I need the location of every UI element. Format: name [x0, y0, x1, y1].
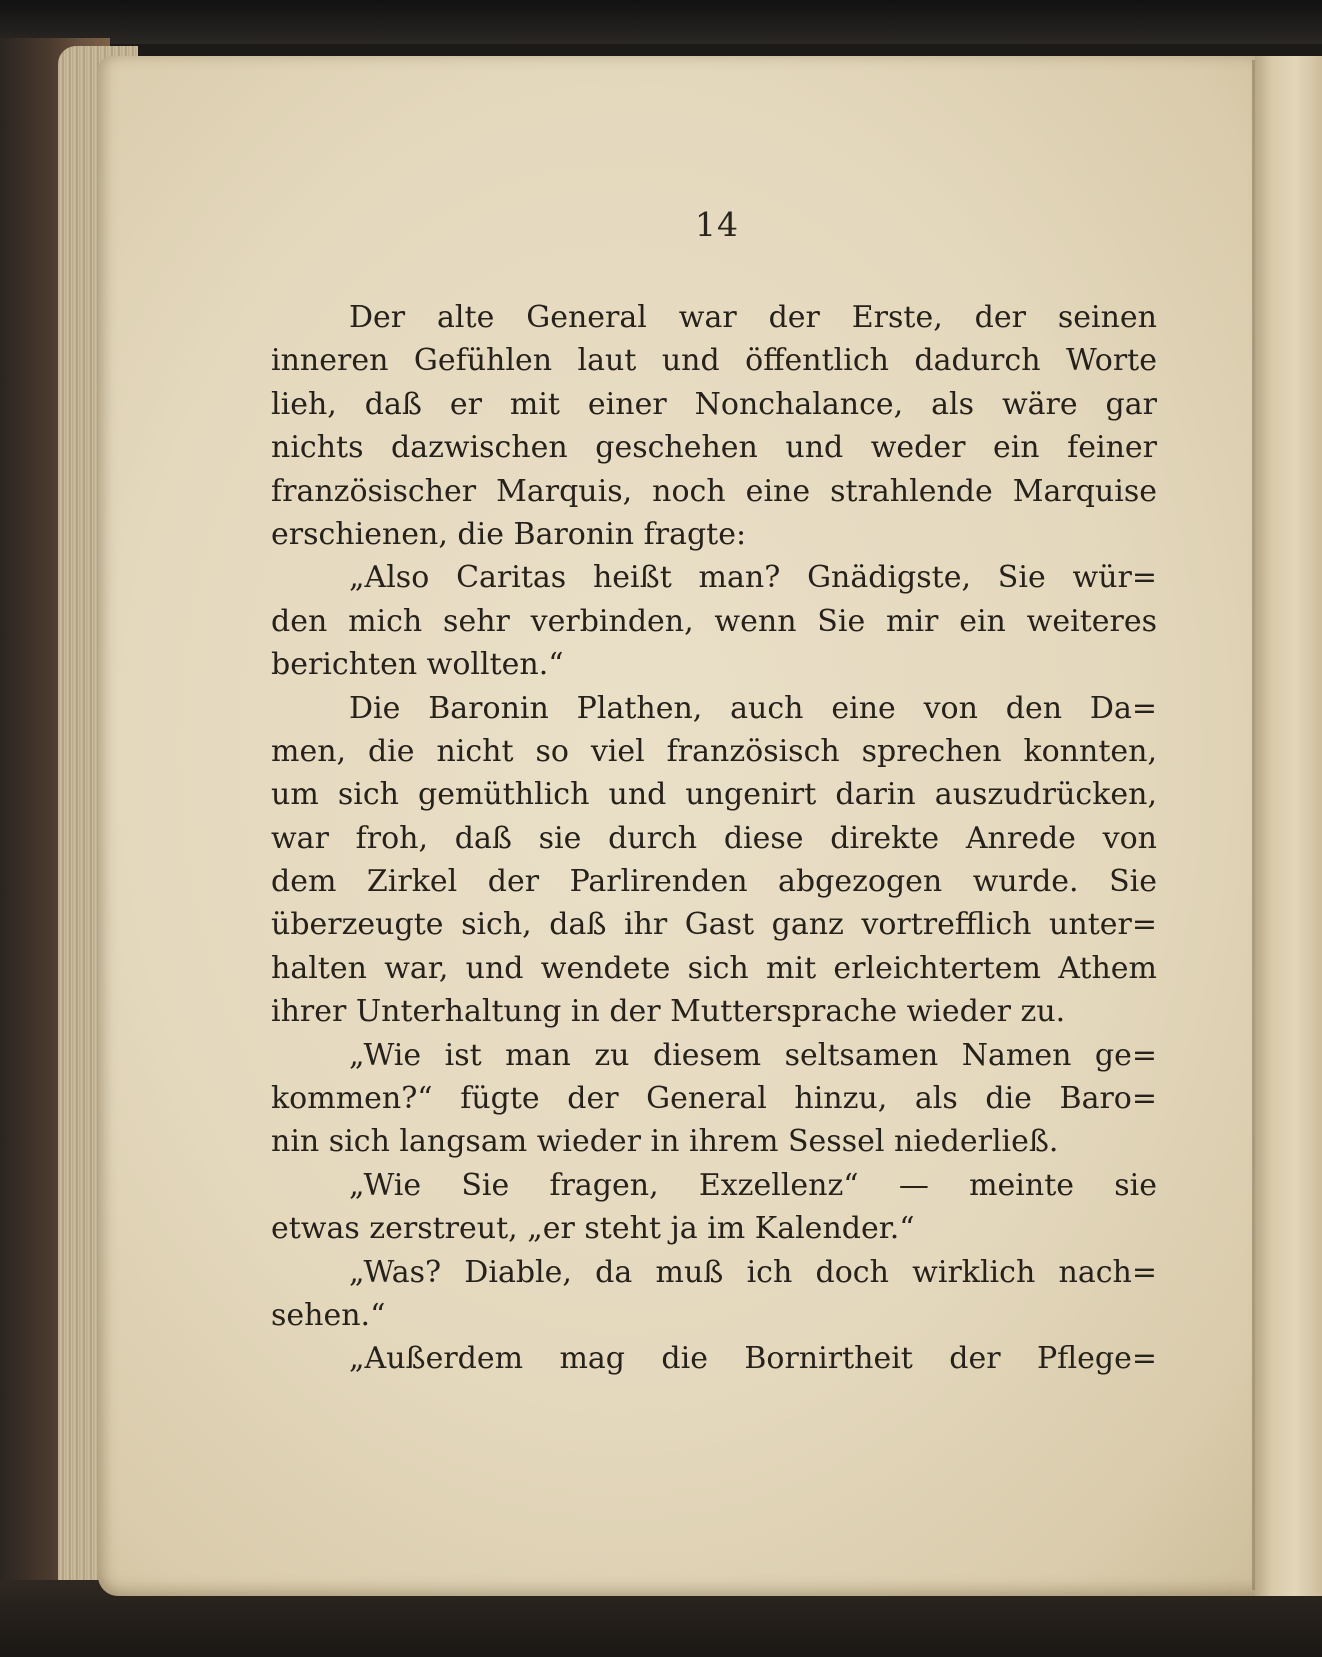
- text-line: lieh, daß er mit einer Nonchalance, als wäre gar: [271, 386, 1157, 422]
- text-line: „Außerdem mag die Bornirtheit der Pflege=: [349, 1341, 1157, 1377]
- text-line: men, die nicht so viel französisch sprechen konnten,: [271, 733, 1157, 769]
- text-line: inneren Gefühlen laut und öffentlich dadurch Worte: [271, 343, 1157, 379]
- text-line: „Wie Sie fragen, Exzellenz“ — meinte sie: [349, 1167, 1157, 1203]
- text-line: ihrer Unterhaltung in der Muttersprache wieder zu.: [271, 994, 1066, 1030]
- text-line: dem Zirkel der Parlirenden abgezogen wurde. Sie: [271, 864, 1157, 900]
- text-line: den mich sehr verbinden, wenn Sie mir ein weiteres: [271, 603, 1157, 639]
- text-line: nichts dazwischen geschehen und weder ein feiner: [271, 430, 1157, 466]
- text-line: erschienen, die Baronin fragte:: [271, 516, 747, 552]
- text-line: um sich gemüthlich und ungenirt darin auszudrücken,: [271, 777, 1157, 813]
- text-line: überzeugte sich, daß ihr Gast ganz vortrefflich unter=: [271, 907, 1157, 943]
- page-number: 14: [695, 205, 739, 244]
- scanner-background: [0, 0, 1322, 44]
- text-line: „Wie ist man zu diesem seltsamen Namen ge=: [349, 1037, 1157, 1073]
- text-line: „Was? Diable, da muß ich doch wirklich nach=: [349, 1254, 1157, 1290]
- text-line: berichten wollten.“: [271, 647, 564, 683]
- text-line: etwas zerstreut, „er steht ja im Kalender.“: [271, 1211, 915, 1247]
- text-line: war froh, daß sie durch diese direkte Anrede von: [271, 820, 1157, 856]
- gutter-fold: [1252, 60, 1255, 1590]
- book-gutter: [1255, 56, 1322, 1596]
- text-line: sehen.“: [271, 1297, 386, 1333]
- text-line: kommen?“ fügte der General hinzu, als die Baro=: [271, 1081, 1157, 1117]
- text-line: nin sich langsam wieder in ihrem Sessel niederließ.: [271, 1124, 1059, 1160]
- text-line: Der alte General war der Erste, der seinen: [349, 300, 1157, 335]
- text-line: französischer Marquis, noch eine strahlende Marquise: [271, 473, 1157, 509]
- text-line: „Also Caritas heißt man? Gnädigste, Sie wür=: [349, 560, 1157, 596]
- text-line: halten war, und wendete sich mit erleichtertem Athem: [271, 950, 1157, 986]
- body-text: [271, 296, 1157, 1381]
- text-line: Die Baronin Plathen, auch eine von den Da=: [349, 690, 1157, 726]
